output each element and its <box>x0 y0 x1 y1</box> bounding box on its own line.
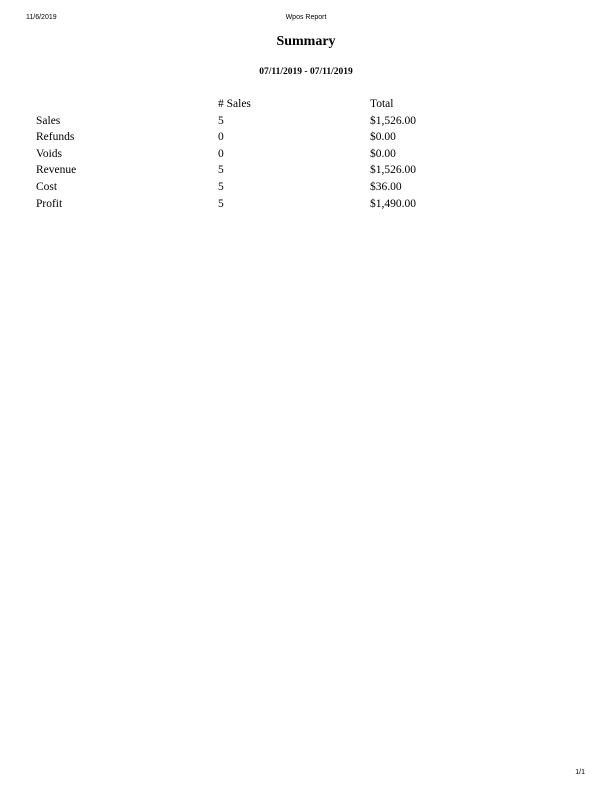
table-row <box>36 113 596 130</box>
row-label: Voids <box>36 147 62 160</box>
table-row <box>36 129 596 146</box>
report-date-range: 07/11/2019 - 07/11/2019 <box>259 67 353 77</box>
row-total: $1,526.00 <box>370 114 416 127</box>
row-total: $0.00 <box>370 147 396 160</box>
row-label: Sales <box>36 114 61 127</box>
report-title: Summary <box>276 34 336 49</box>
column-header-total: Total <box>370 98 394 110</box>
row-count: 0 <box>218 147 224 160</box>
table-row <box>36 162 596 179</box>
row-label: Cost <box>36 180 58 193</box>
row-label: Refunds <box>36 131 75 144</box>
row-label: Revenue <box>36 164 77 177</box>
print-header <box>0 14 612 26</box>
print-date: 11/6/2019 <box>26 14 57 21</box>
table-row <box>36 179 596 196</box>
column-header-sales-count: # Sales <box>218 98 251 110</box>
row-count: 5 <box>218 197 224 210</box>
row-total: $1,490.00 <box>370 197 416 210</box>
row-total: $36.00 <box>370 180 402 193</box>
row-count: 5 <box>218 180 224 193</box>
row-total: $1,526.00 <box>370 164 416 177</box>
row-count: 5 <box>218 164 224 177</box>
table-row <box>36 196 596 213</box>
page-number: 1/1 <box>575 769 585 776</box>
document-title: Wpos Report <box>285 14 327 21</box>
summary-table <box>36 96 596 212</box>
row-count: 5 <box>218 114 224 127</box>
row-count: 0 <box>218 131 224 144</box>
row-label: Profit <box>36 197 63 210</box>
table-row <box>36 146 596 163</box>
table-header-row <box>36 96 596 113</box>
row-total: $0.00 <box>370 131 396 144</box>
